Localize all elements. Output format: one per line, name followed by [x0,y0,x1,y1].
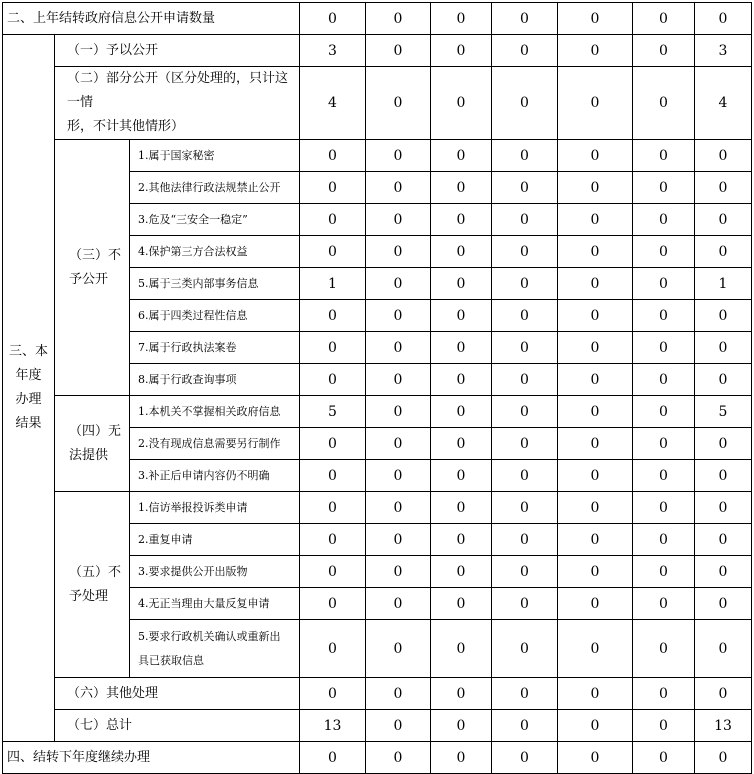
row-sublabel: 7.属于行政执法案卷 [130,332,300,364]
row-sublabel: 2.其他法律行政法规禁止公开 [130,172,300,204]
row-label: 二、上年结转政府信息公开申请数量 [3,3,300,35]
value-cell: 0 [366,460,431,492]
table-row [3,35,752,67]
value-cell: 0 [492,556,558,588]
value-cell: 4 [695,67,752,140]
value-cell: 0 [492,588,558,620]
row-label: （六）其他处理 [55,678,300,710]
label-line: 结果 [15,416,42,431]
value-cell: 0 [431,172,492,204]
label-line: 形，不计其他情形） [67,119,185,134]
value-cell: 0 [366,620,431,678]
value-cell: 0 [558,268,633,300]
value-cell: 0 [558,556,633,588]
value-cell: 0 [633,67,695,140]
value-cell: 0 [492,710,558,742]
value-cell: 0 [300,300,366,332]
value-cell: 0 [633,140,695,172]
value-cell: 0 [558,492,633,524]
value-cell: 0 [558,460,633,492]
value-cell: 0 [431,204,492,236]
value-cell: 3 [300,35,366,67]
value-cell: 0 [633,396,695,428]
value-cell: 0 [492,172,558,204]
value-cell: 0 [300,204,366,236]
value-cell: 0 [695,460,752,492]
table-row [3,678,752,710]
value-cell: 0 [300,460,366,492]
value-cell: 0 [633,364,695,396]
value-cell: 0 [431,524,492,556]
row-sublabel: 5.属于三类内部事务信息 [130,268,300,300]
row-sublabel: 2.重复申请 [130,524,300,556]
value-cell: 0 [431,268,492,300]
row-label: 四、结转下年度继续办理 [3,742,300,774]
value-cell: 0 [633,620,695,678]
value-cell: 13 [300,710,366,742]
label-line: （五）不 [69,564,122,580]
row-sublabel: 1.属于国家秘密 [130,140,300,172]
table-body [3,3,752,774]
value-cell: 0 [558,742,633,774]
value-cell: 0 [431,742,492,774]
value-cell: 0 [431,300,492,332]
value-cell: 1 [695,268,752,300]
value-cell: 0 [366,524,431,556]
value-cell: 0 [492,3,558,35]
value-cell: 0 [366,428,431,460]
value-cell: 0 [695,172,752,204]
value-cell: 0 [633,300,695,332]
value-cell: 0 [431,140,492,172]
row-sublabel: 1.信访举报投诉类申请 [130,492,300,524]
value-cell: 0 [695,140,752,172]
value-cell: 0 [366,396,431,428]
label-line: （四）无 [69,423,122,439]
value-cell: 0 [366,678,431,710]
value-cell: 0 [492,460,558,492]
value-cell: 0 [366,300,431,332]
value-cell: 0 [492,140,558,172]
label-line: （二）部分公开（区分处理的，只计这一情 [67,71,289,110]
value-cell: 0 [431,460,492,492]
value-cell: 0 [300,678,366,710]
value-cell: 0 [300,140,366,172]
label-line: 予公开 [69,271,109,287]
value-cell: 0 [431,3,492,35]
value-cell: 0 [300,742,366,774]
table-row [3,710,752,742]
value-cell: 0 [300,588,366,620]
row-sublabel: 3.补正后申请内容仍不明确 [130,460,300,492]
value-cell: 0 [633,492,695,524]
label-line: 三、本 [8,344,48,359]
value-cell: 0 [492,364,558,396]
not-public-group-label [55,140,130,396]
value-cell: 0 [558,332,633,364]
row-sublabel [130,620,300,678]
value-cell: 0 [558,35,633,67]
value-cell: 0 [366,35,431,67]
value-cell: 0 [695,588,752,620]
label-line: （三）不 [69,247,122,263]
value-cell: 5 [695,396,752,428]
value-cell: 0 [300,556,366,588]
value-cell: 0 [492,742,558,774]
value-cell: 0 [366,3,431,35]
value-cell: 0 [492,396,558,428]
value-cell: 0 [300,524,366,556]
value-cell: 0 [431,428,492,460]
label-line: 5.要求行政机关确认或重新出 [138,629,281,643]
value-cell: 0 [633,460,695,492]
table-row [3,492,752,524]
section-3-label [3,35,55,742]
value-cell: 0 [633,556,695,588]
value-cell: 0 [431,236,492,268]
value-cell: 0 [633,678,695,710]
table-row [3,140,752,172]
value-cell: 0 [558,67,633,140]
value-cell: 0 [558,620,633,678]
value-cell: 0 [633,172,695,204]
label-line: 予处理 [69,588,109,604]
table-row [3,3,752,35]
value-cell: 0 [558,710,633,742]
value-cell: 0 [366,364,431,396]
value-cell: 0 [300,3,366,35]
value-cell: 0 [366,588,431,620]
value-cell: 0 [300,428,366,460]
value-cell: 0 [431,588,492,620]
value-cell: 0 [366,332,431,364]
value-cell: 0 [431,492,492,524]
value-cell: 0 [366,140,431,172]
value-cell: 5 [300,396,366,428]
value-cell: 0 [695,236,752,268]
table-row [3,396,752,428]
value-cell: 0 [431,620,492,678]
label-line: 具已获取信息 [138,653,204,667]
value-cell: 1 [300,268,366,300]
row-label: （一）予以公开 [55,35,300,67]
value-cell: 0 [633,524,695,556]
no-process-group-label [55,492,130,678]
value-cell: 0 [492,268,558,300]
value-cell: 0 [558,364,633,396]
value-cell: 0 [431,396,492,428]
value-cell: 0 [633,710,695,742]
table-row [3,742,752,774]
row-sublabel: 8.属于行政查询事项 [130,364,300,396]
label-line: 办理 [15,392,42,407]
value-cell: 0 [558,678,633,710]
value-cell: 0 [431,364,492,396]
value-cell: 0 [633,428,695,460]
value-cell: 0 [366,172,431,204]
value-cell: 0 [558,172,633,204]
value-cell: 0 [492,620,558,678]
value-cell: 0 [558,428,633,460]
value-cell: 0 [492,300,558,332]
value-cell: 0 [492,492,558,524]
value-cell: 0 [366,710,431,742]
value-cell: 0 [695,300,752,332]
row-label: （七）总计 [55,710,300,742]
row-label [55,67,300,140]
value-cell: 0 [695,678,752,710]
value-cell: 0 [558,524,633,556]
value-cell: 0 [633,236,695,268]
row-sublabel: 1.本机关不掌握相关政府信息 [130,396,300,428]
value-cell: 0 [366,67,431,140]
value-cell: 4 [300,67,366,140]
value-cell: 0 [558,3,633,35]
value-cell: 0 [695,742,752,774]
value-cell: 0 [695,3,752,35]
value-cell: 0 [695,428,752,460]
value-cell: 0 [695,492,752,524]
value-cell: 0 [558,300,633,332]
value-cell: 0 [300,236,366,268]
value-cell: 0 [633,268,695,300]
disclosure-stats-table [2,2,752,774]
value-cell: 3 [695,35,752,67]
value-cell: 0 [492,67,558,140]
value-cell: 0 [366,492,431,524]
value-cell: 0 [558,396,633,428]
value-cell: 0 [492,524,558,556]
value-cell: 0 [492,428,558,460]
value-cell: 13 [695,710,752,742]
label-line: 年度 [15,368,42,383]
value-cell: 0 [558,140,633,172]
unable-group-label [55,396,130,492]
value-cell: 0 [492,236,558,268]
value-cell: 0 [431,710,492,742]
value-cell: 0 [633,332,695,364]
value-cell: 0 [431,35,492,67]
row-sublabel: 2.没有现成信息需要另行制作 [130,428,300,460]
value-cell: 0 [633,35,695,67]
value-cell: 0 [633,204,695,236]
value-cell: 0 [366,236,431,268]
value-cell: 0 [695,364,752,396]
value-cell: 0 [633,588,695,620]
value-cell: 0 [431,556,492,588]
value-cell: 0 [431,67,492,140]
value-cell: 0 [633,742,695,774]
row-sublabel: 3.危及“三安全一稳定” [130,204,300,236]
value-cell: 0 [695,556,752,588]
value-cell: 0 [300,172,366,204]
value-cell: 0 [695,524,752,556]
value-cell: 0 [558,588,633,620]
value-cell: 0 [492,204,558,236]
row-sublabel: 6.属于四类过程性信息 [130,300,300,332]
table-row [3,67,752,140]
value-cell: 0 [366,556,431,588]
row-sublabel: 4.保护第三方合法权益 [130,236,300,268]
value-cell: 0 [366,742,431,774]
value-cell: 0 [492,332,558,364]
value-cell: 0 [431,678,492,710]
value-cell: 0 [431,332,492,364]
value-cell: 0 [695,620,752,678]
value-cell: 0 [366,268,431,300]
value-cell: 0 [300,492,366,524]
value-cell: 0 [633,3,695,35]
value-cell: 0 [492,35,558,67]
value-cell: 0 [300,332,366,364]
value-cell: 0 [695,332,752,364]
value-cell: 0 [300,620,366,678]
value-cell: 0 [366,204,431,236]
value-cell: 0 [300,364,366,396]
row-sublabel: 3.要求提供公开出版物 [130,556,300,588]
value-cell: 0 [695,204,752,236]
value-cell: 0 [558,204,633,236]
value-cell: 0 [558,236,633,268]
value-cell: 0 [492,678,558,710]
row-sublabel: 4.无正当理由大量反复申请 [130,588,300,620]
label-line: 法提供 [69,447,109,463]
